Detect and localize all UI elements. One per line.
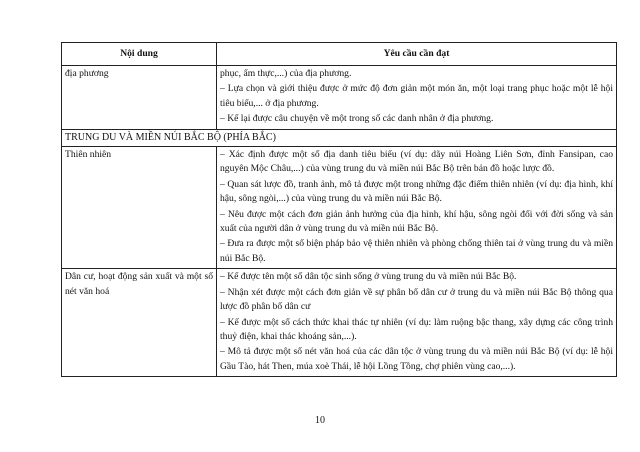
row-content-label: địa phương [62, 66, 217, 130]
requirement-item: – Kể lại được câu chuyện về một trong số các danh nhân ở địa phương. [220, 113, 494, 125]
header-requirements: Yêu cầu cần đạt [217, 43, 617, 66]
table-row [62, 66, 617, 130]
page-number: 10 [315, 415, 325, 426]
requirement-item: – Kể được tên một số dân tộc sinh sống ở vùng trung du và miền núi Bắc Bộ. [220, 271, 517, 283]
row-requirements-cell [217, 269, 617, 377]
requirement-item: – Lựa chọn và giới thiệu được ở mức độ đơn giản một món ăn, một loại trang phục hoặc một lễ hội tiêu biểu,... ở địa phương. [220, 83, 613, 109]
requirement-item: – Nêu được một cách đơn giản ảnh hưởng của địa hình, khí hậu, sông ngòi đối với đời sống và sản xuất của người dân ở vùng trung du và miền núi Bắc Bộ. [220, 208, 613, 235]
requirement-item: – Quan sát lược đồ, tranh ảnh, mô tả được một trong những đặc điểm thiên nhiên (ví dụ: địa hình, khí hậu, sông ngòi,...) của vùng trung du và miền núi Bắc Bộ. [220, 178, 613, 205]
header-content: Nội dung [62, 43, 217, 66]
requirement-item: – Mô tả được một số nét văn hoá của các dân tộc ở vùng trung du và miền núi Bắc Bộ (ví dụ: lễ hội Gầu Tào, hát Then, múa xoè Thái, lễ hội Lồng Tồng, chợ phiên vùng cao,...). [220, 346, 613, 372]
curriculum-table [61, 42, 617, 377]
row-content-label: Dân cư, hoạt động sản xuất và một số nét văn hoá [62, 269, 217, 377]
table-row [62, 147, 617, 269]
section-title: TRUNG DU VÀ MIỀN NÚI BẮC BỘ (PHÍA BẮC) [62, 129, 617, 146]
requirement-item: phục, ẩm thực,...) của địa phương. [220, 68, 352, 79]
requirement-item: – Nhận xét được một cách đơn giản về sự phân bố dân cư ở trung du và miền núi Bắc Bộ thông qua lược đồ phân bố dân cư [220, 286, 613, 313]
table-header-row [62, 43, 617, 66]
table-row [62, 269, 617, 377]
row-requirements-cell [217, 66, 617, 130]
row-content-label: Thiên nhiên [62, 147, 217, 269]
row-requirements-cell [217, 147, 617, 269]
requirement-item: – Đưa ra được một số biện pháp bảo vệ thiên nhiên và phòng chống thiên tai ở vùng trung du và miền núi Bắc Bộ. [220, 238, 613, 264]
section-row [62, 129, 617, 146]
requirement-item: – Kể được một số cách thức khai thác tự nhiên (ví dụ: làm ruộng bậc thang, xây dựng các công trình thuỷ điện, khai thác khoáng sản,...). [220, 316, 613, 342]
requirement-item: – Xác định được một số địa danh tiêu biểu (ví dụ: dãy núi Hoàng Liên Sơn, đỉnh Fansipan, cao nguyên Mộc Châu,...) của vùng trung du và miền núi Bắc Bộ trên bản đồ hoặc lược đồ. [220, 149, 613, 175]
